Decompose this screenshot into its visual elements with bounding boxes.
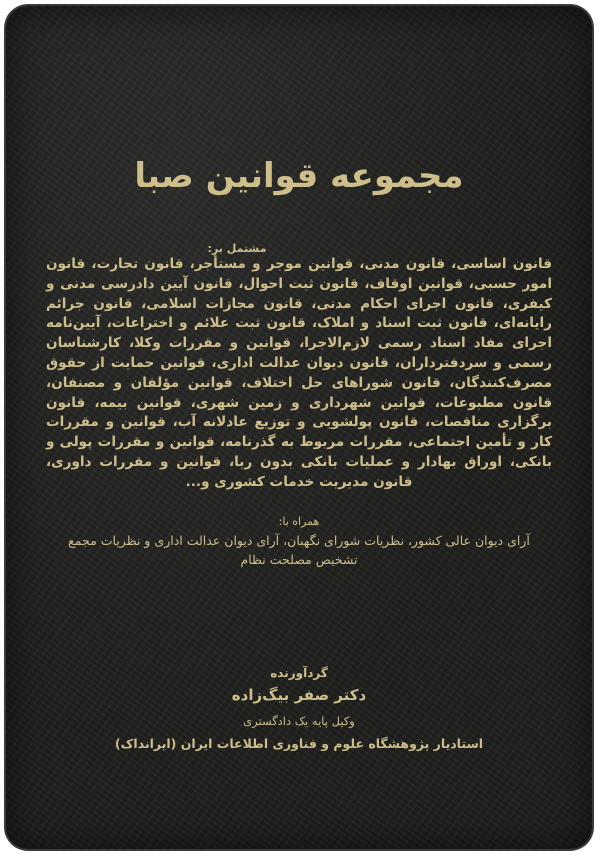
contents-list: قانون اساسی، قانون مدنی، قوانین موجر و مستأجر، قانون تجارت، قانون امور حسبی، قوانین اوقاف، قانون ثبت احوال، قانون آیین دادرسی مدنی و کیفری، قانون اجرای احکام مدنی، قانون مجازات اسلامی، قانون جرائم رایانه‌ای، قانون ثبت اسناد و املاک، قانون ثبت علائم و اختراعات، آیین‌نامه اجرای مفاد اسناد رسمی لازم‌الاجرا، قوانین و مقررات وکلا، کارشناسان رسمی و سردفترداران، قانون دیوان عدالت اداری، قوانین حمایت از حقوق مصرف‌کنندگان، قانون شوراهای حل اختلاف، قوانین مؤلفان و مصنفان، قانون مطبوعات، قوانین شهرداری و زمین شهری، قوانین بیمه، قانون برگزاری مناقصات، قانون پولشویی و توزیع عادلانه آب، قوانین و مقررات کار و تأمین اجتماعی، مقررات مربوط به گذرنامه، قوانین و مقررات پولی و بانکی، اوراق بهادار و عملیات بانکی بدون ربا، قوانین و مقررات داوری، قانون مدیریت خدمات کشوری و... <box>46 256 552 490</box>
author-name: دکتر صفر بیگ‌زاده <box>231 686 367 704</box>
author-affiliation: استادیار پژوهشگاه علوم و فناوری اطلاعات ایران (ایرانداک) <box>114 736 484 751</box>
book-title: مجموعه قوانین صبا <box>134 156 464 196</box>
contains-label: مشتمل بر: <box>207 242 267 255</box>
book-cover <box>6 6 592 849</box>
author-role: وکیل پایه یک دادگستری <box>243 714 355 728</box>
with-label: همراه با: <box>278 515 320 528</box>
with-text: آرای دیوان عالی کشور، نظریات شورای نگهبان، آرای دیوان عدالت اداری و نظریات مجمع تشخیص مصلحت نظام <box>68 533 530 567</box>
compiler-label: گردآورنده <box>270 666 328 680</box>
